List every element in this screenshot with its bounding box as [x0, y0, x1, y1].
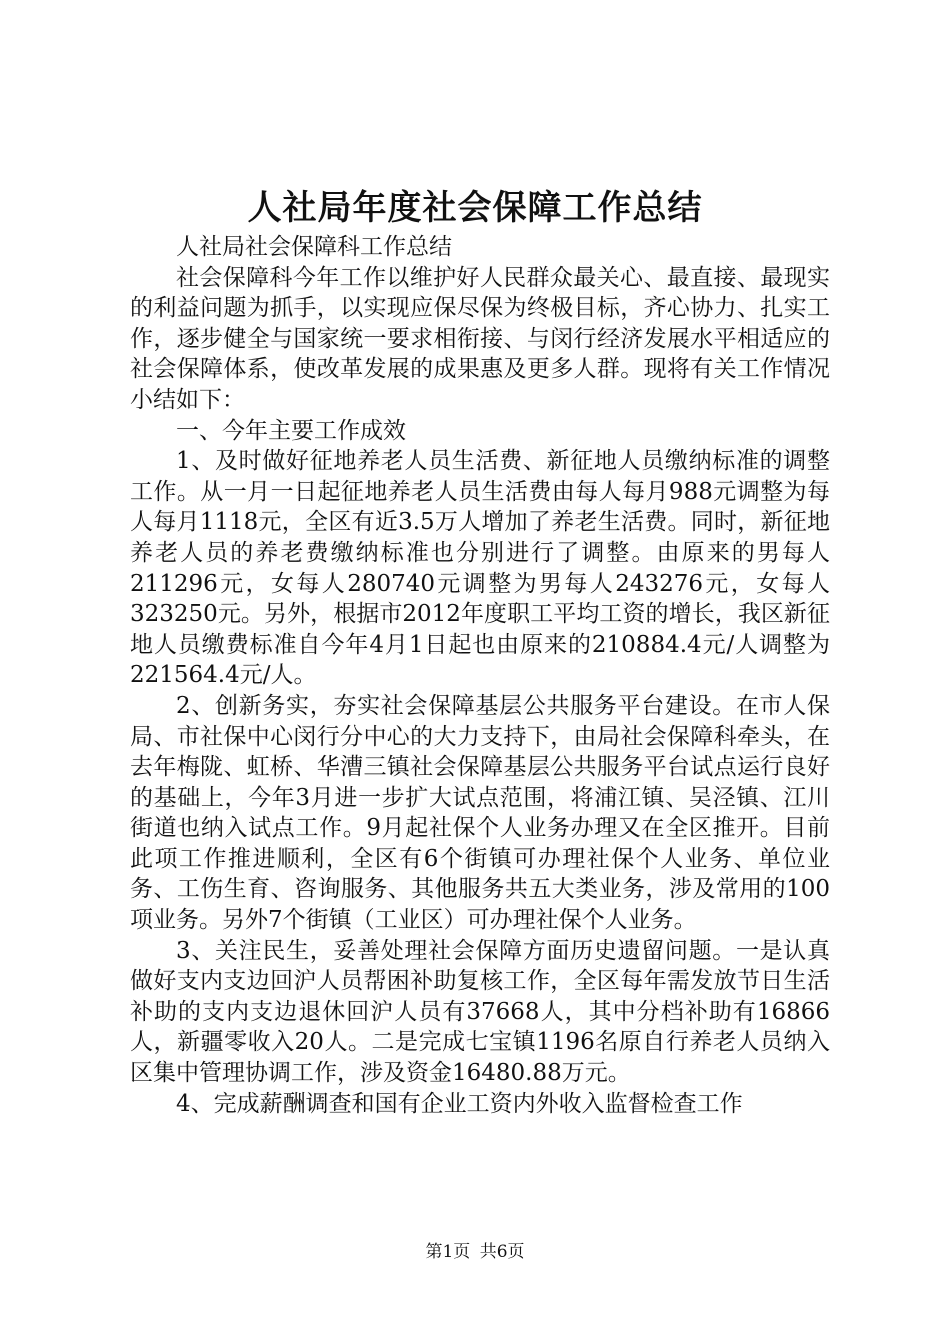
section-heading-achievements: 一、今年主要工作成效 [176, 417, 406, 444]
paragraph-intro: 社会保障科今年工作以维护好人民群众最关心、最直接、最现实的利益问题为抓手，以实现应保尽保为终极目标，齐心协力、扎实工作，逐步健全与国家统一要求相衔接、与闵行经济发展水平相适应的社会保障体系，使改革发展的成果惠及更多人群。现将有关工作情况小结如下： [130, 264, 830, 413]
paragraph-subtitle: 人社局社会保障科工作总结 [176, 234, 452, 260]
paragraph-item-3: 3、关注民生，妥善处理社会保障方面历史遗留问题。一是认真做好支内支边回沪人员帮困补助复核工作，全区每年需发放节日生活补助的支内支边退休回沪人员有37668人，其中分档补助有16866人，新疆零收入20人。二是完成七宝镇1196名原自行养老人员纳入区集中管理协调工作，涉及资金16480.88万元。 [130, 937, 830, 1087]
page-total: 共6页 [479, 1242, 525, 1262]
document-title: 人社局年度社会保障工作总结 [247, 188, 703, 228]
paragraph-item-4: 4、完成薪酬调查和国有企业工资内外收入监督检查工作 [176, 1090, 743, 1117]
page-footer [0, 1240, 950, 1264]
page-number: 第1页 [425, 1242, 471, 1262]
paragraph-item-1: 1、及时做好征地养老人员生活费、新征地人员缴纳标准的调整工作。从一月一日起征地养老人员生活费由每人每月988元调整为每人每月1118元，全区有近3.5万人增加了养老生活费。同时，新征地养老人员的养老费缴纳标准也分别进行了调整。由原来的男每人211296元，女每人280740元调整为男每人243276元，女每人323250元。另外，根据市2012年度职工平均工资的增长，我区新征地人员缴费标准自今年4月1日起也由原来的210884.4元/人调整为221564.4元/人。 [130, 448, 830, 689]
document-body [130, 232, 830, 1119]
paragraph-item-2: 2、创新务实，夯实社会保障基层公共服务平台建设。在市人保局、市社保中心闵行分中心的大力支持下，由局社会保障科牵头，在去年梅陇、虹桥、华漕三镇社会保障基层公共服务平台试点运行良好的基础上，今年3月进一步扩大试点范围，将浦江镇、吴泾镇、江川街道也纳入试点工作。9月起社保个人业务办理又在全区推开。目前此项工作推进顺利，全区有6个街镇可办理社保个人业务、单位业务、工伤生育、咨询服务、其他服务共五大类业务，涉及常用的100项业务。另外7个街镇（工业区）可办理社保个人业务。 [130, 692, 830, 934]
